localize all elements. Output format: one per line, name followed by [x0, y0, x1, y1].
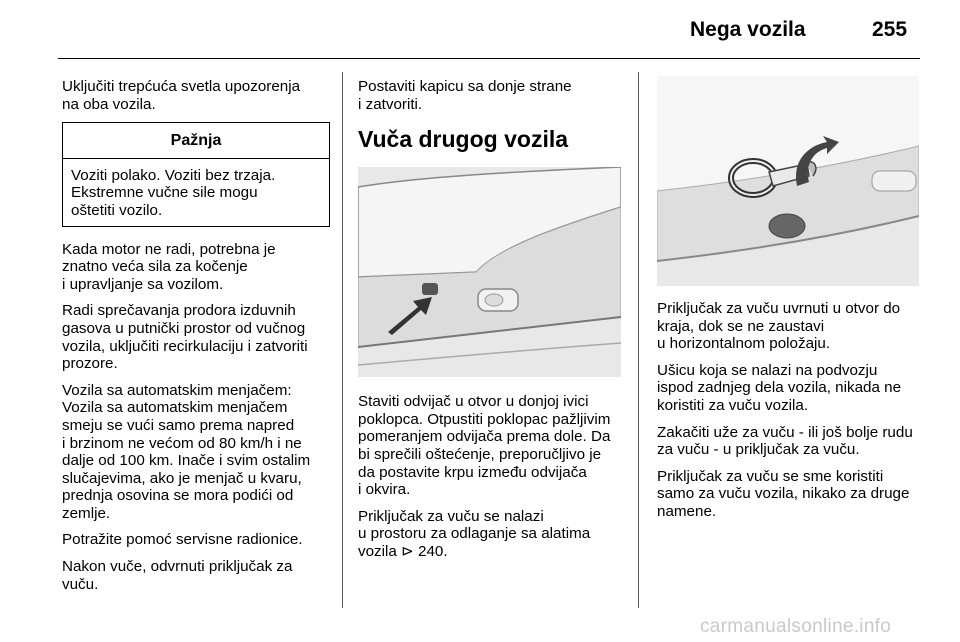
column-divider: [638, 72, 639, 608]
column-3: [657, 300, 927, 530]
paragraph: Zakačiti uže za vuču - ili još bolje rudu za vuču - u priključak za vuču.: [657, 423, 913, 459]
section-heading: Vuča drugog vozila: [358, 126, 569, 153]
paragraph: [358, 508, 628, 561]
paragraph: Vozila sa automatskim menjačem: Vozila sa automatskim menjačem smeju se vući samo prema napred i brzinom ne većom od 80 km/h i ne dalje od 100 km. Inače i svim ostalim slučajevima, ako je menjač u kvaru, prednja osovina se mora podići od zemlje.: [62, 381, 311, 522]
header-rule: [58, 58, 920, 59]
reference-arrow-icon: ⊳: [401, 542, 414, 560]
column-divider: [342, 72, 343, 608]
paragraph: Priključak za vuču se sme koristiti samo za vuču vozila, nikako za druge namene.: [657, 467, 910, 520]
paragraph: Staviti odvijač u otvor u donjoj ivici poklopca. Otpustiti poklopac pažljivim pomeranjem odvijača prema dole. Da bi sprečili oštećenje, preporučljivo je da postavite krpu između odvijača i okvira.: [358, 393, 611, 499]
paragraph-text: Priključak za vuču se nalazi u prostoru za odlaganje sa alatima vozila: [358, 507, 591, 560]
paragraph: Postaviti kapicu sa donje strane i zatvoriti.: [358, 78, 572, 113]
paragraph: Kada motor ne radi, potrebna je znatno veća sila za kočenje i upravljanje sa vozilom.: [62, 240, 276, 293]
header-title: Nega vozila: [690, 18, 806, 41]
notice-box: [62, 122, 330, 226]
column-2: [358, 78, 628, 570]
watermark: carmanualsonline.info: [700, 616, 892, 637]
page-number: 255: [872, 18, 908, 41]
notice-title: Pažnja: [63, 123, 329, 159]
notice-body: Voziti polako. Voziti bez trzaja. Ekstremne vučne sile mogu oštetiti vozilo.: [71, 166, 276, 219]
column-1: [62, 78, 330, 602]
towing-eye-illustration: [657, 76, 919, 286]
paragraph: Priključak za vuču uvrnuti u otvor do kraja, dok se ne zaustavi u horizontalnom položaju.: [657, 300, 901, 353]
paragraph: Ušicu koja se nalazi na podvozju ispod zadnjeg dela vozila, nikada ne koristiti za vuču vozila.: [657, 361, 902, 414]
paragraph: Potražite pomoć servisne radionice.: [62, 531, 303, 549]
bumper-cover-illustration: [358, 167, 621, 377]
page-reference[interactable]: 240.: [413, 542, 448, 560]
paragraph: Uključiti trepćuća svetla upozorenja na oba vozila.: [62, 78, 301, 113]
paragraph: Nakon vuče, odvrnuti priključak za vuču.: [62, 558, 293, 593]
paragraph: Radi sprečavanja prodora izduvnih gasova u putnički prostor od vučnog vozila, uključiti recirkulaciju i zatvoriti prozore.: [62, 302, 308, 373]
